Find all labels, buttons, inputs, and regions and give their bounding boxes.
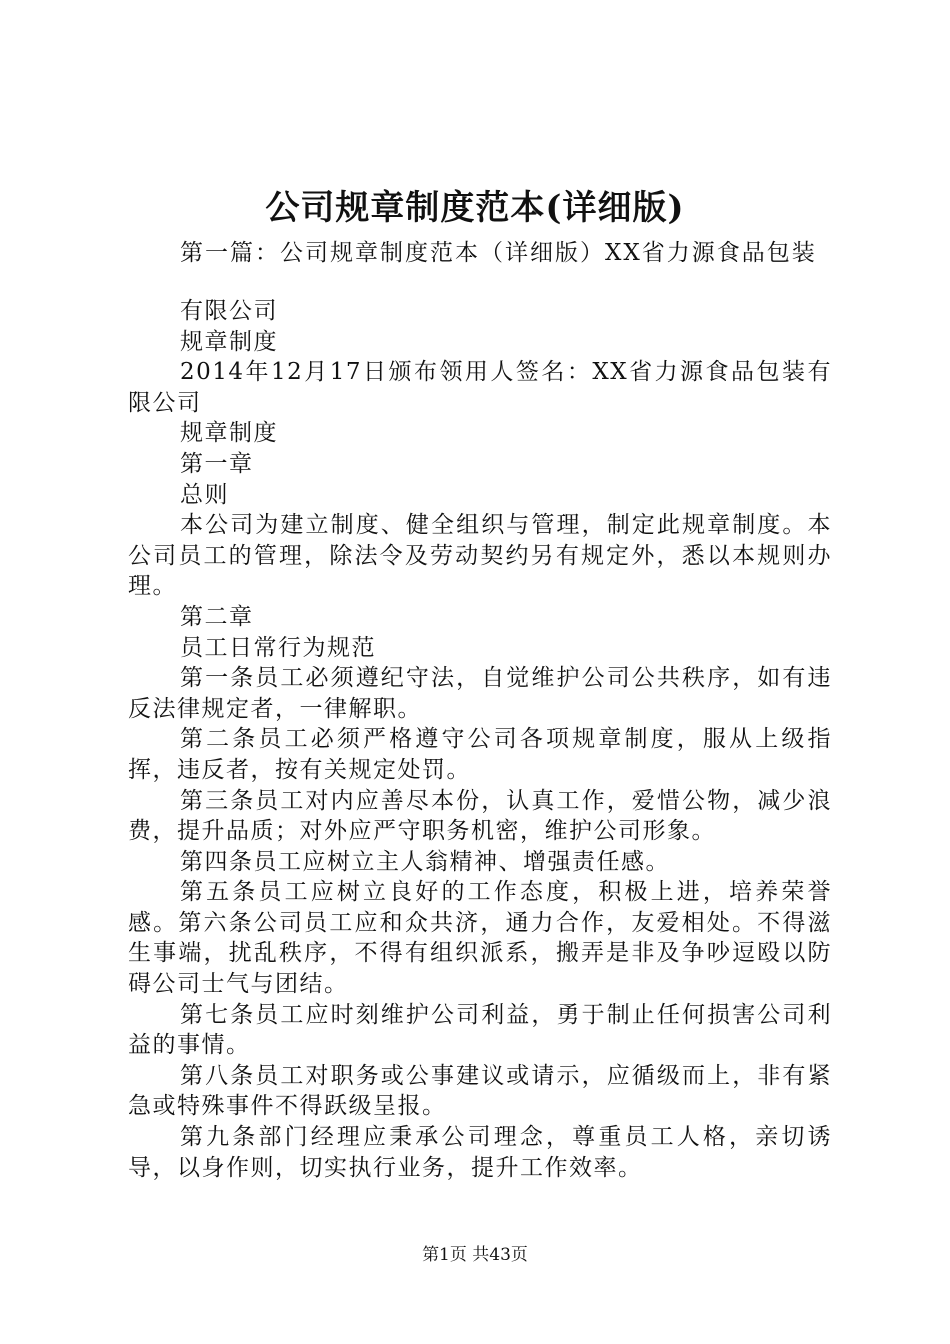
paragraph: 规章制度 <box>180 328 278 355</box>
article-paragraph: 第五条员工应树立良好的工作态度，积极上进，培养荣誉感。第六条公司员工应和众共济，通力合作，友爱相处。不得滋生事端，扰乱秩序，不得有组织派系，搬弄是非及争吵逗殴以防碍公司士气与团结。 <box>128 879 832 998</box>
paragraph: 规章制度 <box>180 420 278 447</box>
article-paragraph: 第一条员工必须遵纪守法，自觉维护公司公共秩序，如有违反法律规定者，一律解职。 <box>128 665 832 722</box>
article-paragraph: 第四条员工应树立主人翁精神、增强责任感。 <box>180 848 670 875</box>
paragraph: 有限公司 <box>180 298 278 324</box>
article-paragraph: 第三条员工对内应善尽本份，认真工作，爱惜公物，减少浪费，提升品质；对外应严守职务机密，维护公司形象。 <box>128 787 832 845</box>
paragraph: 2014年12月17日颁布领用人签名：XX省力源食品包装有限公司 <box>128 359 832 416</box>
chapter-heading: 第二章 <box>180 603 254 630</box>
section-heading: 员工日常行为规范 <box>180 634 376 661</box>
article-paragraph: 第二条员工必须严格遵守公司各项规章制度，服从上级指挥，违反者，按有关规定处罚。 <box>128 726 832 783</box>
chapter-heading: 第一章 <box>180 450 254 477</box>
article-paragraph: 第八条员工对职务或公事建议或请示，应循级而上，非有紧急或特殊事件不得跃级呈报。 <box>128 1062 832 1120</box>
document-title: 公司规章制度范本(详细版) <box>265 188 685 228</box>
paragraph: 本公司为建立制度、健全组织与管理，制定此规章制度。本公司员工的管理，除法令及劳动契约另有规定外，悉以本规则办理。 <box>128 512 832 600</box>
article-paragraph: 第七条员工应时刻维护公司利益，勇于制止任何损害公司利益的事情。 <box>128 1001 832 1059</box>
section-heading: 总则 <box>180 481 229 508</box>
page-footer: 第1页 共43页 <box>422 1245 528 1265</box>
document-body <box>128 296 832 1183</box>
article-paragraph: 第九条部门经理应秉承公司理念，尊重员工人格，亲切诱导，以身作则，切实执行业务，提升工作效率。 <box>128 1124 832 1181</box>
document-subtitle: 第一篇：公司规章制度范本（详细版）XX省力源食品包装 <box>180 240 817 266</box>
